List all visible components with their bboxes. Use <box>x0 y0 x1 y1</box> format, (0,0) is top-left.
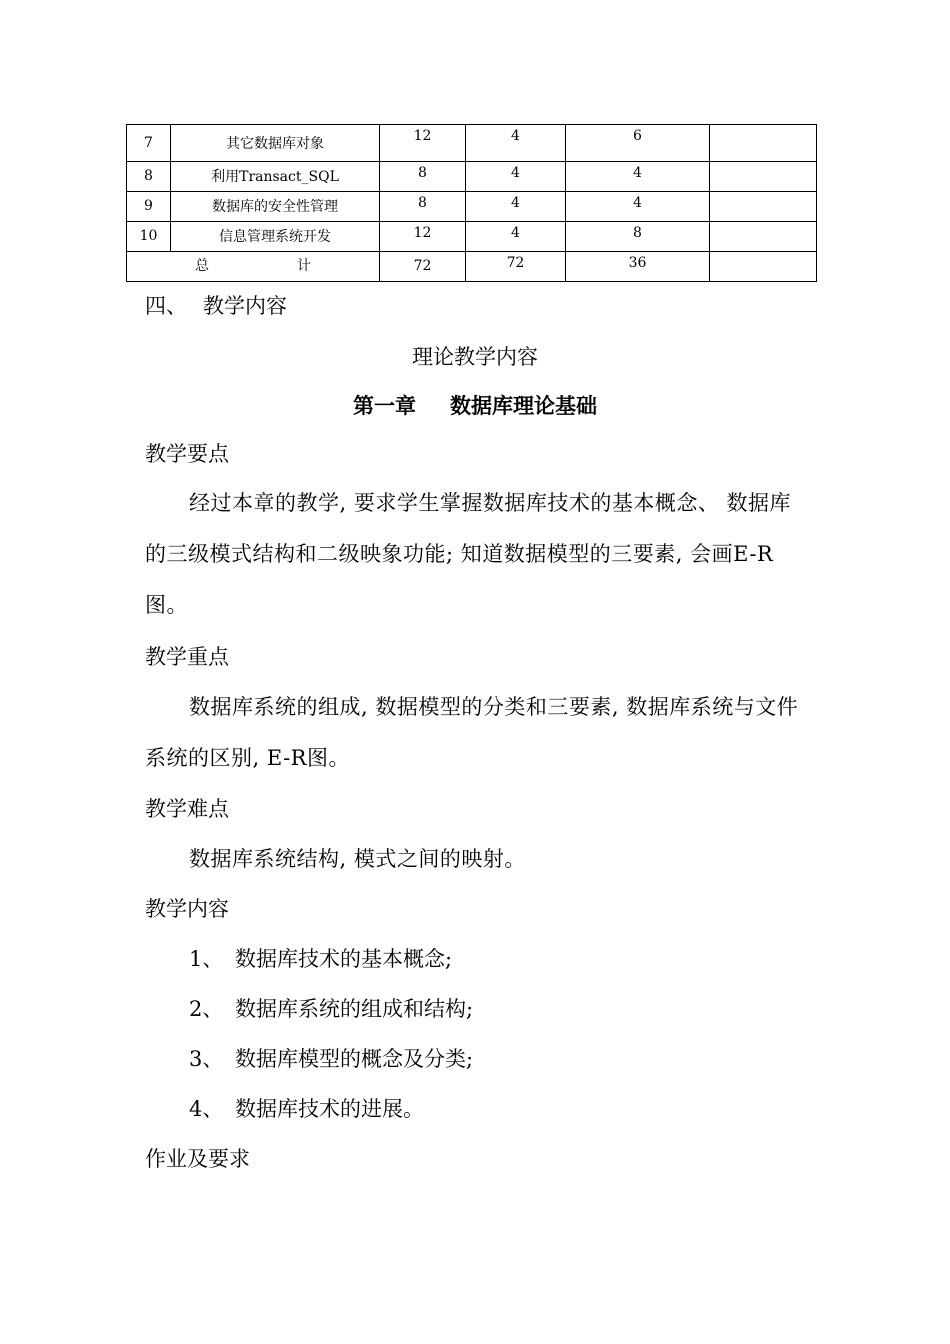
row-hours-total: 8 <box>380 192 466 222</box>
list-item-number: 3、 <box>189 1047 224 1071</box>
row-topic: 数据库的安全性管理 <box>171 192 380 222</box>
row-topic: 其它数据库对象 <box>171 125 380 162</box>
list-item <box>189 1045 473 1073</box>
list-item <box>189 1095 424 1123</box>
list-item <box>189 945 452 973</box>
row-hours-total: 12 <box>380 222 466 252</box>
row-hours-lab: 8 <box>566 222 710 252</box>
chapter-number: 第一章 <box>353 393 416 418</box>
list-item-text: 数据库技术的基本概念; <box>235 947 453 971</box>
row-hours-lecture: 4 <box>466 222 566 252</box>
row-topic: 信息管理系统开发 <box>171 222 380 252</box>
key-points-text: 经过本章的教学, 要求学生掌握数据库技术的基本概念、 数据库的三级模式结构和二级映象功能; 知道数据模型的三要素, 会画E-R图。 <box>145 491 792 617</box>
table-row <box>127 125 817 162</box>
table-row <box>127 162 817 192</box>
table-total-row <box>127 252 817 282</box>
list-item <box>189 995 473 1023</box>
total-label <box>127 252 380 282</box>
total-label-b: 计 <box>297 258 311 274</box>
hours-table <box>126 124 817 282</box>
table-row <box>127 222 817 252</box>
content-heading: 教学内容 <box>145 897 229 921</box>
row-hours-lecture: 4 <box>466 162 566 192</box>
row-hours-lab: 4 <box>566 162 710 192</box>
row-hours-lab: 6 <box>566 125 710 162</box>
total-hours-lab: 36 <box>566 252 710 282</box>
row-remark <box>710 162 817 192</box>
row-number: 7 <box>127 125 171 162</box>
chapter-title <box>0 392 950 420</box>
row-remark <box>710 125 817 162</box>
chapter-name: 数据库理论基础 <box>450 393 597 418</box>
section-number: 四、 <box>145 294 187 318</box>
difficulty-text: 数据库系统结构, 模式之间的映射。 <box>189 847 526 871</box>
list-item-number: 1、 <box>189 947 224 971</box>
key-points-heading: 教学要点 <box>145 442 229 466</box>
list-item-number: 4、 <box>189 1097 224 1121</box>
row-remark <box>710 192 817 222</box>
focus-heading: 教学重点 <box>145 645 229 669</box>
row-remark <box>710 222 817 252</box>
row-number: 8 <box>127 162 171 192</box>
total-hours-lecture: 72 <box>466 252 566 282</box>
row-number: 10 <box>127 222 171 252</box>
total-remark <box>710 252 817 282</box>
list-item-text: 数据库技术的进展。 <box>235 1097 424 1121</box>
list-item-text: 数据库模型的概念及分类; <box>235 1047 474 1071</box>
row-hours-total: 12 <box>380 125 466 162</box>
row-number: 9 <box>127 192 171 222</box>
list-item-text: 数据库系统的组成和结构; <box>235 997 474 1021</box>
subtitle: 理论教学内容 <box>412 345 538 369</box>
difficulty-heading: 教学难点 <box>145 797 229 821</box>
section-heading <box>145 292 287 320</box>
row-hours-lecture: 4 <box>466 192 566 222</box>
section-title: 教学内容 <box>203 294 287 318</box>
homework-heading: 作业及要求 <box>145 1147 250 1171</box>
row-hours-lecture: 4 <box>466 125 566 162</box>
table-row <box>127 192 817 222</box>
list-item-number: 2、 <box>189 997 224 1021</box>
row-hours-lab: 4 <box>566 192 710 222</box>
focus-text: 数据库系统的组成, 数据模型的分类和三要素, 数据库系统与文件系统的区别, E-R图。 <box>145 695 799 770</box>
total-hours-total: 72 <box>380 252 466 282</box>
total-label-a: 总 <box>195 258 209 274</box>
row-topic: 利用Transact_SQL <box>171 162 380 192</box>
row-hours-total: 8 <box>380 162 466 192</box>
